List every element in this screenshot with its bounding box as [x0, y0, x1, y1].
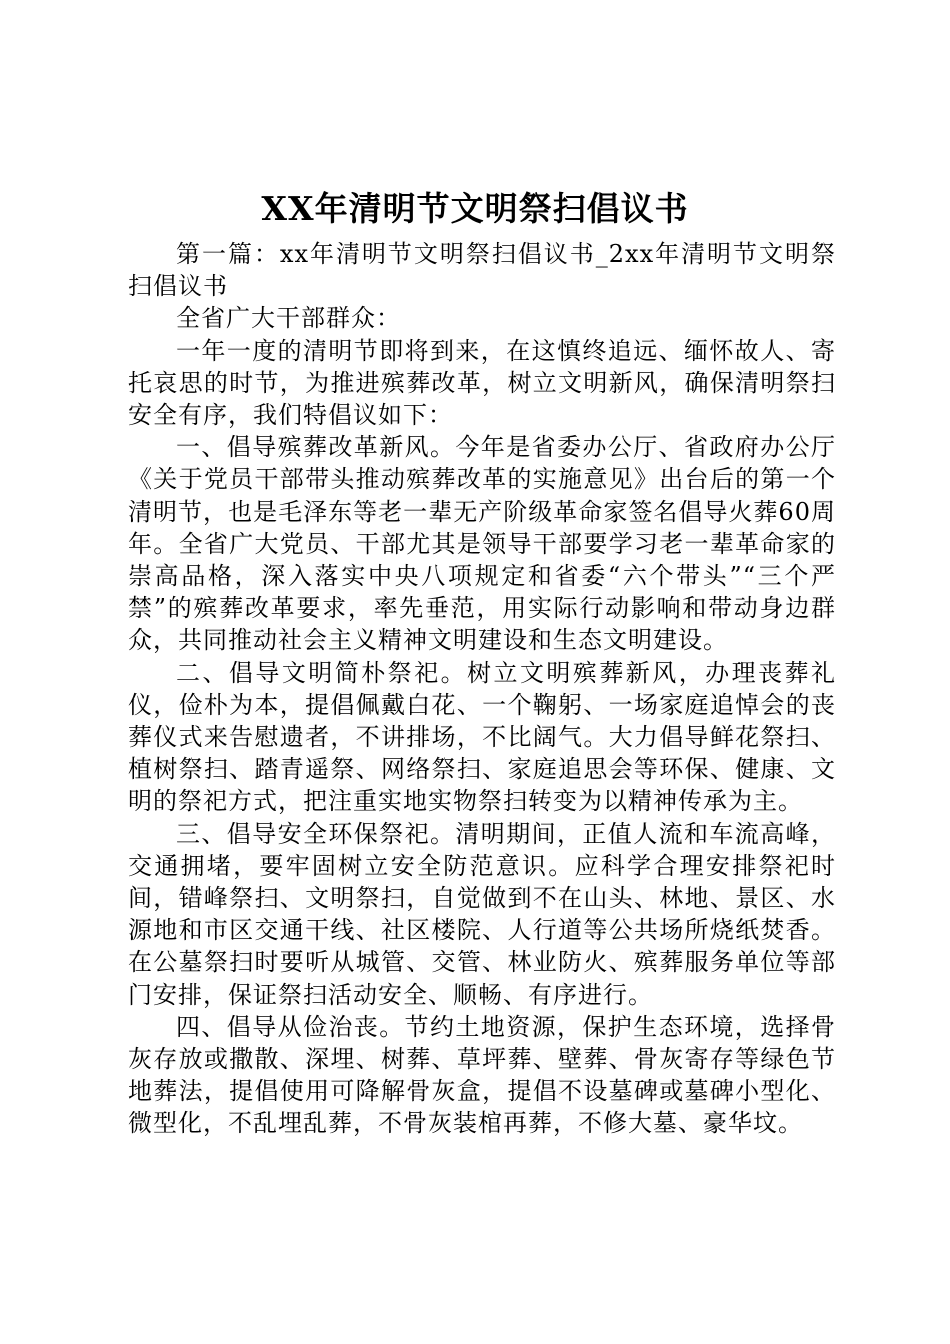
- document-body: [128, 238, 836, 1140]
- paragraph-item-3: 三、倡导安全环保祭祀。清明期间，正值人流和车流高峰，交通拥堵，要牢固树立安全防范意识。应科学合理安排祭祀时间，错峰祭扫、文明祭扫，自觉做到不在山头、林地、景区、水源地和市区交通干线、社区楼院、人行道等公共场所烧纸焚香。在公墓祭扫时要听从城管、交管、林业防火、殡葬服务单位等部门安排，保证祭扫活动安全、顺畅、有序进行。: [128, 819, 836, 1009]
- paragraph-item-1: 一、倡导殡葬改革新风。今年是省委办公厅、省政府办公厅《关于党员干部带头推动殡葬改革的实施意见》出台后的第一个清明节，也是毛泽东等老一辈无产阶级革命家签名倡导火葬60周年。全省广大党员、干部尤其是领导干部要学习老一辈革命家的崇高品格，深入落实中央八项规定和省委“六个带头”“三个严禁”的殡葬改革要求，率先垂范，用实际行动影响和带动身边群众，共同推动社会主义精神文明建设和生态文明建设。: [128, 433, 836, 655]
- paragraph-subtitle: 第一篇：xx年清明节文明祭扫倡议书_2xx年清明节文明祭扫倡议书: [128, 240, 836, 301]
- document-title: XX年清明节文明祭扫倡议书: [261, 189, 689, 228]
- paragraph-item-4: 四、倡导从俭治丧。节约土地资源，保护生态环境，选择骨灰存放或撒散、深埋、树葬、草坪葬、壁葬、骨灰寄存等绿色节地葬法，提倡使用可降解骨灰盒，提倡不设墓碑或墓碑小型化、微型化，不乱埋乱葬，不骨灰装棺再葬，不修大墓、豪华坟。: [128, 1012, 836, 1138]
- paragraph-salutation: 全省广大干部群众：: [176, 304, 401, 333]
- paragraph-item-2: 二、倡导文明简朴祭祀。树立文明殡葬新风，办理丧葬礼仪，俭朴为本，提倡佩戴白花、一个鞠躬、一场家庭追悼会的丧葬仪式来告慰遗者，不讲排场，不比阔气。大力倡导鲜花祭扫、植树祭扫、踏青遥祭、网络祭扫、家庭追思会等环保、健康、文明的祭祀方式，把注重实地实物祭扫转变为以精神传承为主。: [128, 658, 836, 816]
- paragraph-intro: 一年一度的清明节即将到来，在这慎终追远、缅怀故人、寄托哀思的时节，为推进殡葬改革，树立文明新风，确保清明祭扫安全有序，我们特倡议如下：: [128, 336, 836, 430]
